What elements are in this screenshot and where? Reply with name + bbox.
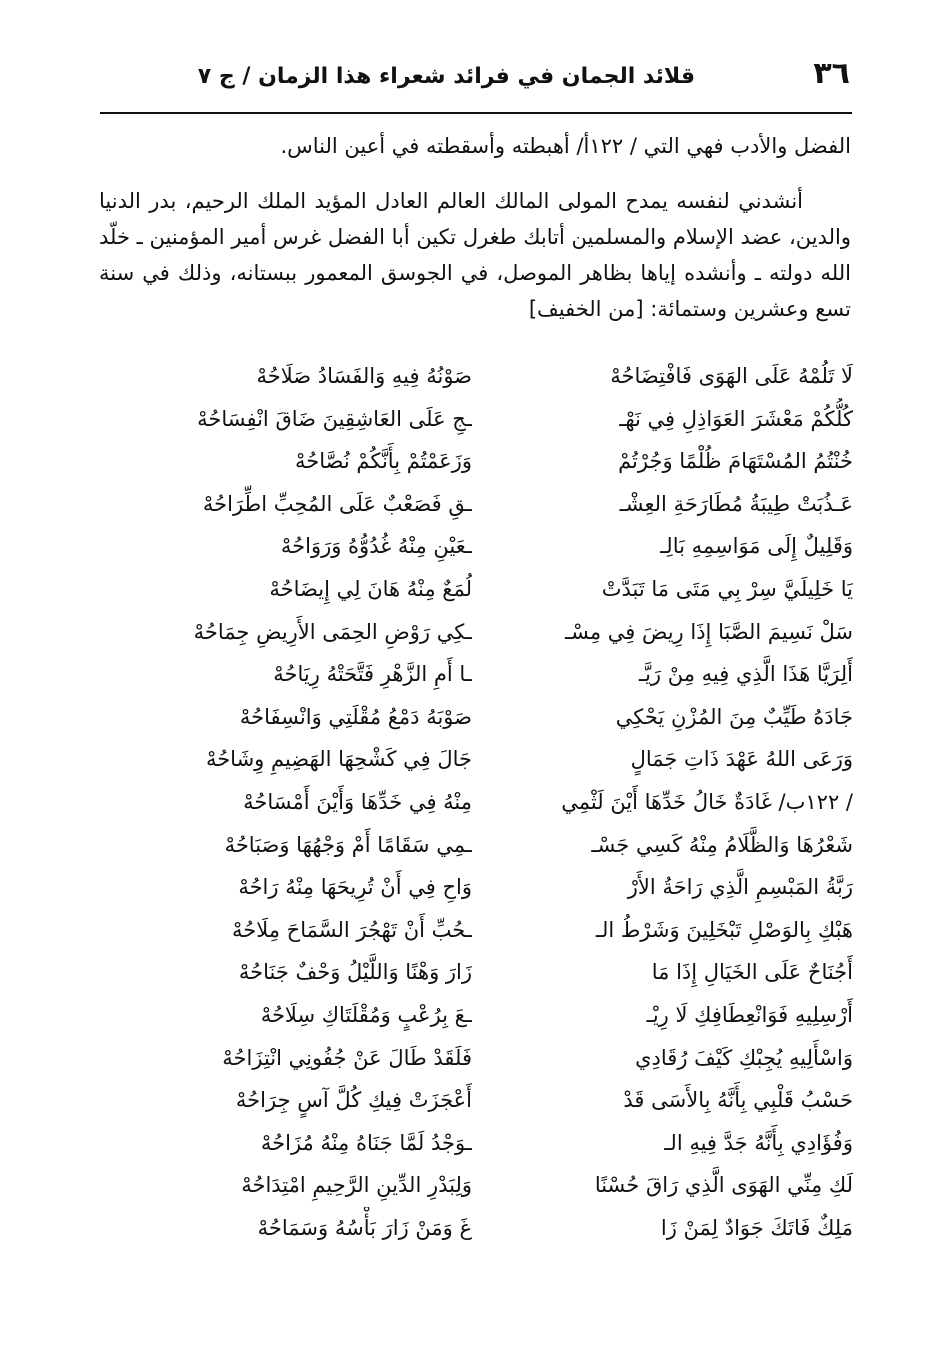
verse-second-hemistich: ـحُبِّ أَنْ تَهْجُرَ السَّمَاحَ مِلَاحُهْ	[231, 917, 472, 942]
verse-first-hemistich: أَلِرَيَّا هَذَا الَّذِي فِيهِ مِنْ رَيَّـ	[638, 662, 853, 687]
verse-first-hemistich: أَجُنَاحٌ عَلَى الخَيَالِ إِذَا مَا	[651, 960, 853, 985]
verse-first-hemistich: رَبَّةُ المَبْسِمِ الَّذِي رَاحَةُ الأَرْ	[627, 875, 853, 900]
paragraph-text: الفضل والأدب فهي التي / ١٢٢أ/ أهبطته وأسقطته في أعين الناس.	[280, 134, 851, 158]
verse-line	[97, 568, 853, 611]
verse-second-hemistich: وَزَعَمْتُمْ بِأَنَّكُمْ نُصَّاحُهْ	[295, 449, 472, 474]
verse-first-hemistich: هَبْكِ بِالوَصْلِ تَبْخَلِينَ وَشَرْطُ الـ	[595, 917, 853, 942]
verse-first-hemistich: لَكِ مِنِّي الهَوَى الَّذِي رَاقَ حُسْنًا	[594, 1173, 853, 1198]
verse-second-hemistich: ـعَ بِرُعْبٍ وَمُقْلَتَاكِ سِلَاحُهْ	[260, 1002, 472, 1027]
verse-first-hemistich: شَعْرُهَا وَالظَّلَامُ مِنْهُ كَسِي جَسْـ	[591, 832, 853, 857]
verse-second-hemistich: أَعْجَزَتْ فِيكِ كُلَّ آسٍ جِرَاحُهْ	[235, 1088, 472, 1113]
verse-second-hemistich: لُمَعٌ مِنْهُ هَانَ لِي إِيضَاحُهْ	[269, 576, 472, 601]
verse-first-hemistich: سَلْ نَسِيمَ الصَّبَا إِذَا رِيضَ فِي مِسْـ	[564, 619, 853, 644]
verse-line	[97, 1207, 853, 1250]
verse-second-hemistich: وَاحِ فِي أَنْ تُرِيحَهَا مِنْهُ رَاحُهْ	[238, 875, 472, 900]
verse-line	[97, 824, 853, 867]
verse-first-hemistich: جَادَهُ طَيِّبٌ مِنَ المُزْنِ يَحْكِي	[615, 704, 853, 729]
verse-line	[97, 909, 853, 952]
verse-second-hemistich: مِنْهُ فِي خَدِّهَا وَأَيْنَ أَمْسَاحُهْ	[243, 789, 472, 814]
verse-line	[97, 951, 853, 994]
verse-line	[97, 525, 853, 568]
page-header	[100, 52, 850, 102]
verse-first-hemistich: يَا خَلِيلَيَّ سِرْ بِي مَتَى مَا تَبَدَّتْ	[601, 576, 853, 601]
verse-line	[97, 696, 853, 739]
verse-second-hemistich: ـا أَمِ الزَّهْرِ فَتَّحَتْهُ رِيَاحُهْ	[273, 662, 472, 687]
verse-line	[97, 781, 853, 824]
verse-first-hemistich: عَـذُبَتْ طِيبَةُ مُطَارَحَةِ العِشْـ	[619, 491, 853, 516]
verse-first-hemistich: خُنْتُمُ المُسْتَهَامَ ظُلْمًا وَجُرْتُمْ	[618, 449, 853, 474]
verse-first-hemistich: وَاسْأَلِيهِ يُجِبْكِ كَيْفَ رُقَادِي	[635, 1045, 853, 1070]
paragraph-1	[99, 128, 851, 164]
verse-first-hemistich: / ١٢٢ب/ غَادَةٌ خَالُ خَدِّهَا أَيْنَ لَثْمِي	[561, 789, 853, 814]
verse-line	[97, 1079, 853, 1122]
verse-line	[97, 1122, 853, 1165]
poem	[97, 355, 853, 1249]
verse-line	[97, 994, 853, 1037]
verse-first-hemistich: وَقَلِيلٌ إِلَى مَوَاسِمِهِ بَالِـ	[660, 534, 853, 559]
verse-second-hemistich: فَلَقَدْ طَالَ عَنْ جُفُونِي انْتِزَاحُهْ	[222, 1045, 472, 1070]
verse-second-hemistich: جَالَ فِي كَشْحِهَا الهَضِيمِ وِشَاحُهْ	[205, 747, 472, 772]
verse-second-hemistich: زَارَ وَهْنًا وَاللَّيْلُ وَحْفٌ جَنَاحُهْ	[238, 960, 472, 985]
verse-first-hemistich: وَفُؤَادِي بِأَنَّهُ جَدَّ فِيهِ الـ	[664, 1130, 853, 1155]
verse-line	[97, 483, 853, 526]
header-rule	[100, 112, 852, 114]
verse-first-hemistich: حَسْبُ قَلْبِي بِأَنَّهُ بِالأَسَى قَدْ	[623, 1088, 853, 1113]
verse-second-hemistich: ـوَجْدُ لَمَّا جَنَاهُ مِنْهُ مُزَاحُهْ	[260, 1130, 472, 1155]
paragraph-text: أنشدني لنفسه يمدح المولى المالك العالم العادل المؤيد الملك الرحيم، بدر الدنيا والدين، عضد الإسلام والمسلمين أتابك طغرل تكين أبا الفضل غرس أمير المؤمنين ـ خلّد الله دولته ـ وأنشده إياها بظاهر الموصل، في الجوسق المعمور ببستانه، وذلك في سنة تسع وعشرين وستمائة: [من الخفيف]	[99, 189, 851, 321]
verse-first-hemistich: مَلِكٌ فَاتَكَ جَوَادٌ لِمَنْ زَا	[660, 1215, 853, 1240]
verse-line	[97, 1164, 853, 1207]
verse-second-hemistich: ـجِ عَلَى العَاشِقِينَ ضَاقَ انْفِسَاحُهْ	[197, 406, 472, 431]
verse-line	[97, 440, 853, 483]
verse-second-hemistich: صَوْنُهُ فِيهِ وَالفَسَادُ صَلَاحُهْ	[256, 364, 472, 388]
verse-second-hemistich: ـمِي سَقَامًا أَمْ وَجْهُهَا وَصَبَاحُهْ	[224, 832, 472, 857]
verse-line	[97, 866, 853, 909]
verse-second-hemistich: ـعَيْنِ مِنْهُ غُدُوُّهُ وَرَوَاحُهْ	[280, 534, 472, 559]
verse-line	[97, 611, 853, 654]
verse-first-hemistich: لَا تَلُمْهُ عَلَى الهَوَى فَافْتِضَاحُهْ	[610, 364, 853, 388]
page-number: ٣٦	[813, 56, 850, 91]
verse-line	[97, 1037, 853, 1080]
verse-first-hemistich: أَرْسِلِيهِ فَوَانْعِطَافِكِ لَا رِيْـ	[646, 1002, 853, 1027]
verse-line	[97, 355, 853, 398]
verse-second-hemistich: وَلِبَدْرِ الدِّينِ الرَّحِيمِ امْتِدَاحُهْ	[241, 1173, 472, 1198]
running-title: قلائد الجمان في فرائد شعراء هذا الزمان / ج ٧	[197, 64, 695, 89]
verse-second-hemistich: صَوْبَهُ دَمْعُ مُقْلَتِي وَانْسِفَاحُهْ	[239, 704, 472, 729]
verse-first-hemistich: وَرَعَى اللهُ عَهْدَ ذَاتِ جَمَالٍ	[630, 747, 853, 772]
verse-first-hemistich: كُلُّكُمْ مَعْشَرَ العَوَاذِلِ فِي نَهْـ	[619, 406, 853, 431]
verse-second-hemistich: ـقِ فَصَعْبٌ عَلَى المُحِبِّ اطِّرَاحُهْ	[202, 491, 472, 516]
verse-second-hemistich: ـكِي رَوْضِ الحِمَى الأَرِيضِ جِمَاحُهْ	[193, 619, 472, 644]
verse-line	[97, 398, 853, 441]
paragraph-2	[99, 183, 851, 327]
verse-second-hemistich: غَ وَمَنْ زَارَ بَأْسُهُ وَسَمَاحُهْ	[257, 1215, 472, 1240]
verse-line	[97, 653, 853, 696]
verse-line	[97, 738, 853, 781]
